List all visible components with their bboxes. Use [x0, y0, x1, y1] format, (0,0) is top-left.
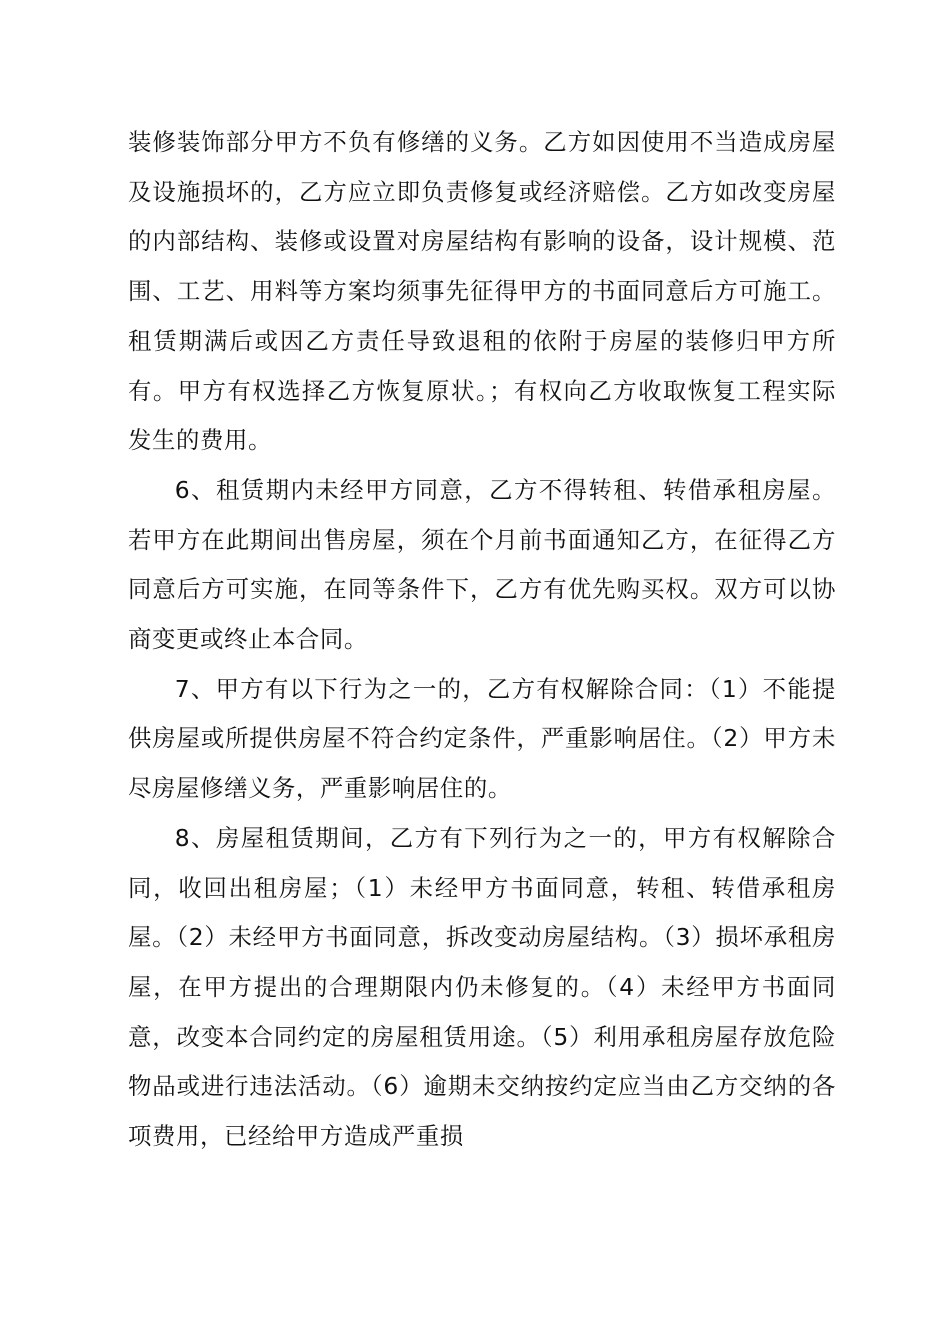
- paragraph-continued-repair: 装修装饰部分甲方不负有修缮的义务。乙方如因使用不当造成房屋及设施损坏的，乙方应立即负责修复或经济赔偿。乙方如改变房屋的内部结构、装修或设置对房屋结构有影响的设备，设计规模、范围、工艺、用料等方案均须事先征得甲方的书面同意后方可施工。租赁期满后或因乙方责任导致退租的依附于房屋的装修归甲方所有。甲方有权选择乙方恢复原状。；有权向乙方收取恢复工程实际发生的费用。: [128, 128, 836, 455]
- document-body: [128, 118, 836, 1162]
- paragraph-clause-8: 8、房屋租赁期间，乙方有下列行为之一的，甲方有权解除合同，收回出租房屋；（1）未经甲方书面同意，转租、转借承租房屋。（2）未经甲方书面同意，拆改变动房屋结构。（3）损坏承租房屋，在甲方提出的合理期限内仍未修复的。（4）未经甲方书面同意，改变本合同约定的房屋租赁用途。（5）利用承租房屋存放危险物品或进行违法活动。（6）逾期未交纳按约定应当由乙方交纳的各项费用，已经给甲方造成严重损: [128, 823, 836, 1151]
- paragraph-clause-7: 7、甲方有以下行为之一的，乙方有权解除合同：（1）不能提供房屋或所提供房屋不符合约定条件，严重影响居住。（2）甲方未尽房屋修缮义务，严重影响居住的。: [128, 674, 836, 803]
- paragraph-clause-6: 6、租赁期内未经甲方同意，乙方不得转租、转借承租房屋。若甲方在此期间出售房屋，须在个月前书面通知乙方，在征得乙方同意后方可实施，在同等条件下，乙方有优先购买权。双方可以协商变更或终止本合同。: [128, 475, 836, 654]
